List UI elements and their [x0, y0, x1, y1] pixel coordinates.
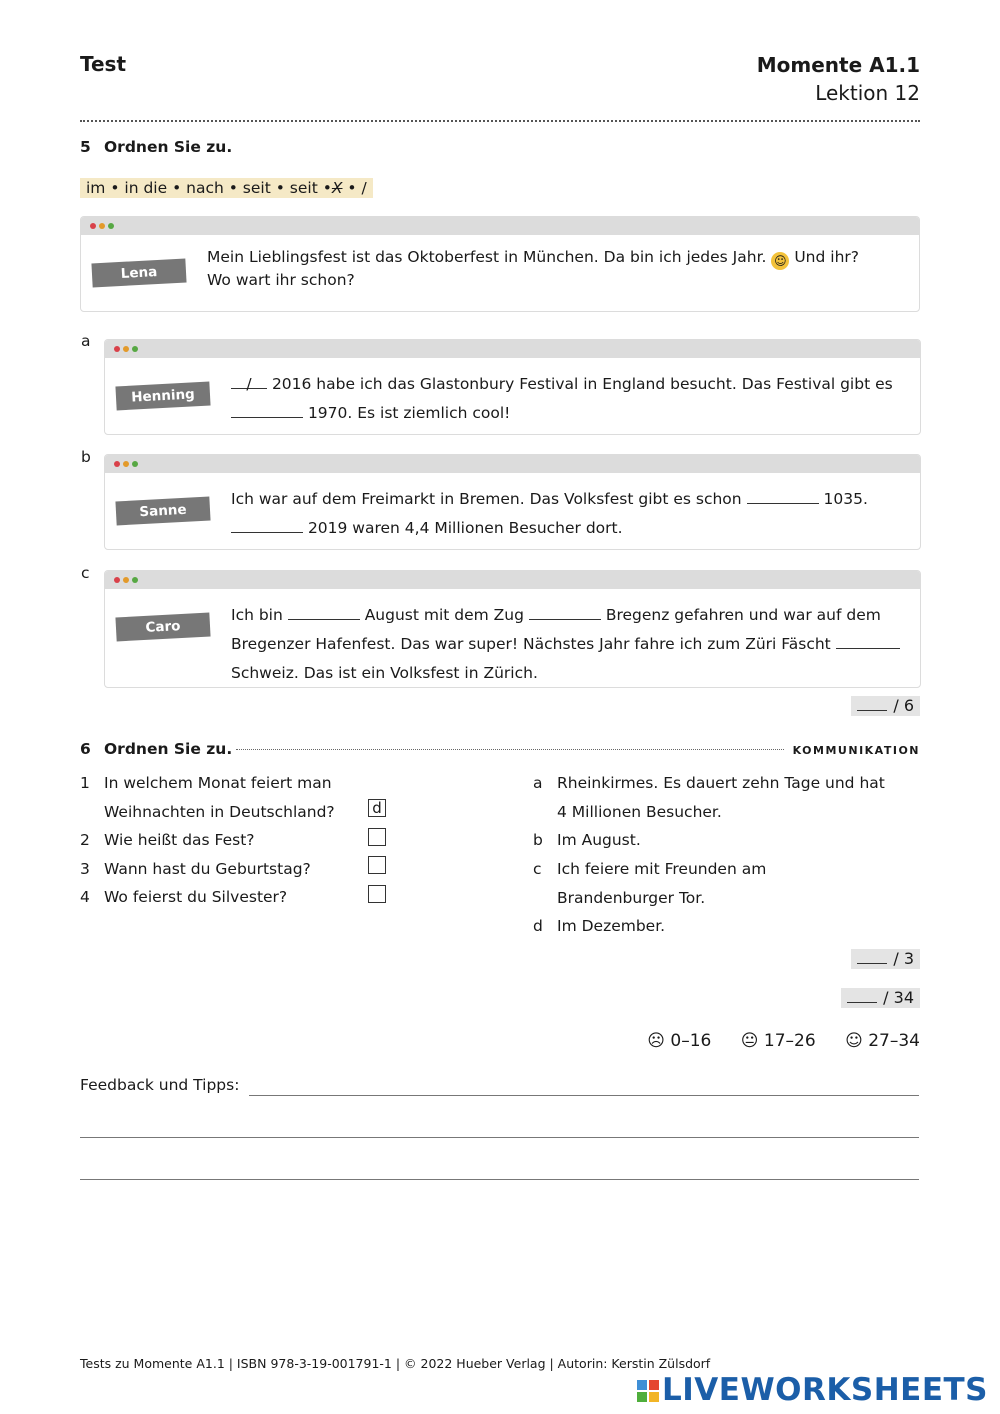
answer-d: d Im Dezember. — [533, 917, 666, 935]
orange-dot-icon — [123, 577, 129, 583]
answer-c: c Ich feiere mit Freunden am Brandenburger Tor. — [533, 860, 767, 907]
task6-heading — [80, 740, 232, 758]
green-dot-icon — [132, 577, 138, 583]
lesson-title: Lektion 12 — [815, 81, 920, 105]
orange-dot-icon — [123, 461, 129, 467]
green-dot-icon — [132, 461, 138, 467]
task6-score: / 3 — [851, 949, 920, 969]
red-dot-icon — [114, 346, 120, 352]
answer-gap[interactable]: / — [231, 370, 267, 389]
feedback-label: Feedback und Tipps: — [80, 1076, 240, 1094]
answer-box-1[interactable]: d — [368, 799, 386, 817]
score-blank[interactable] — [857, 950, 887, 964]
word-bank-tail: • / — [347, 179, 367, 197]
task5-number: 5 — [80, 138, 91, 156]
feedback-line[interactable] — [80, 1179, 919, 1180]
word-bank — [80, 178, 373, 198]
chat-item-b — [104, 454, 921, 550]
happy-face-icon: ☺ — [845, 1031, 863, 1051]
page-title: Test — [80, 52, 127, 76]
score-blank[interactable] — [847, 989, 877, 1003]
rating-scale: ☹ 0–16 😐 17–26 ☺ 27–34 — [647, 1031, 920, 1051]
book-info — [757, 52, 920, 108]
smiley-emoji-icon: ☺ — [771, 252, 789, 270]
neutral-face-icon: 😐 — [740, 1031, 759, 1051]
name-tag: Caro — [115, 613, 210, 642]
question-2: 2 Wie heißt das Fest? — [80, 831, 255, 849]
green-dot-icon — [108, 223, 114, 229]
answer-gap[interactable] — [836, 630, 900, 649]
answer-a: a Rheinkirmes. Es dauert zehn Tage und hat 4 Millionen Besucher. — [533, 774, 885, 821]
word-bank-struck: X — [331, 179, 343, 197]
red-dot-icon — [90, 223, 96, 229]
name-tag: Henning — [115, 382, 210, 411]
header-divider — [80, 120, 920, 122]
total-score: / 34 — [841, 988, 920, 1008]
item-letter-b: b — [81, 448, 91, 466]
task6-number: 6 — [80, 740, 91, 758]
chat-message: Ich war auf dem Freimarkt in Bremen. Das Volksfest gibt es schon 1035. 2019 waren 4,4 Millionen Besucher dort. — [231, 485, 868, 543]
item-letter-c: c — [81, 564, 90, 582]
task5-score: / 6 — [851, 696, 920, 716]
liveworksheets-icon — [637, 1374, 659, 1396]
feedback-line[interactable] — [80, 1137, 919, 1138]
red-dot-icon — [114, 577, 120, 583]
red-dot-icon — [114, 461, 120, 467]
question-1: 1 In welchem Monat feiert man Weihnachten in Deutschland? — [80, 774, 335, 821]
question-3: 3 Wann hast du Geburtstag? — [80, 860, 311, 878]
sad-face-icon: ☹ — [647, 1031, 666, 1051]
question-4: 4 Wo feierst du Silvester? — [80, 888, 288, 906]
answer-gap[interactable] — [231, 514, 303, 533]
task5-heading — [80, 138, 232, 156]
answer-gap[interactable] — [529, 601, 601, 620]
chat-titlebar — [105, 571, 920, 589]
chat-message: Mein Lieblingsfest ist das Oktoberfest in München. Da bin ich jedes Jahr. ☺ Und ihr? Wo wart ihr schon? — [207, 248, 859, 289]
chat-message: / 2016 habe ich das Glastonbury Festival in England besucht. Das Festival gibt es 1970. Es ist ziemlich cool! — [231, 370, 893, 428]
score-blank[interactable] — [857, 697, 887, 711]
chat-message: Ich bin August mit dem Zug Bregenz gefahren und war auf dem Bregenzer Hafenfest. Das war super! Nächstes Jahr fahre ich zum Züri Fäscht Schweiz. Das ist ein Volksfest in Zürich. — [231, 601, 900, 688]
feedback-line[interactable] — [249, 1095, 919, 1096]
name-tag: Sanne — [115, 497, 210, 526]
chat-example — [80, 216, 920, 312]
task6-category: KOMMUNIKATION — [792, 744, 920, 757]
answer-box-4[interactable] — [368, 885, 386, 903]
name-tag: Lena — [91, 259, 186, 288]
footer-credits: Tests zu Momente A1.1 | ISBN 978-3-19-001791-1 | © 2022 Hueber Verlag | Autorin: Kerstin Zülsdorf — [80, 1356, 711, 1371]
liveworksheets-logo: LIVEWORKSHEETS — [637, 1372, 988, 1408]
task6-instruction: Ordnen Sie zu. — [104, 740, 233, 758]
answer-b: b Im August. — [533, 831, 641, 849]
answer-gap[interactable] — [747, 485, 819, 504]
item-letter-a: a — [81, 332, 91, 350]
chat-titlebar — [105, 340, 920, 358]
chat-item-a — [104, 339, 921, 435]
chat-titlebar — [105, 455, 920, 473]
task6-dotted-leader — [236, 749, 784, 750]
orange-dot-icon — [123, 346, 129, 352]
green-dot-icon — [132, 346, 138, 352]
chat-item-c — [104, 570, 921, 688]
chat-titlebar — [81, 217, 919, 235]
answer-gap[interactable] — [231, 399, 303, 418]
answer-box-2[interactable] — [368, 828, 386, 846]
task5-instruction: Ordnen Sie zu. — [104, 138, 233, 156]
answer-gap[interactable] — [288, 601, 360, 620]
word-bank-words: im • in die • nach • seit • seit • — [86, 179, 332, 197]
answer-box-3[interactable] — [368, 856, 386, 874]
orange-dot-icon — [99, 223, 105, 229]
book-title: Momente A1.1 — [756, 53, 920, 77]
